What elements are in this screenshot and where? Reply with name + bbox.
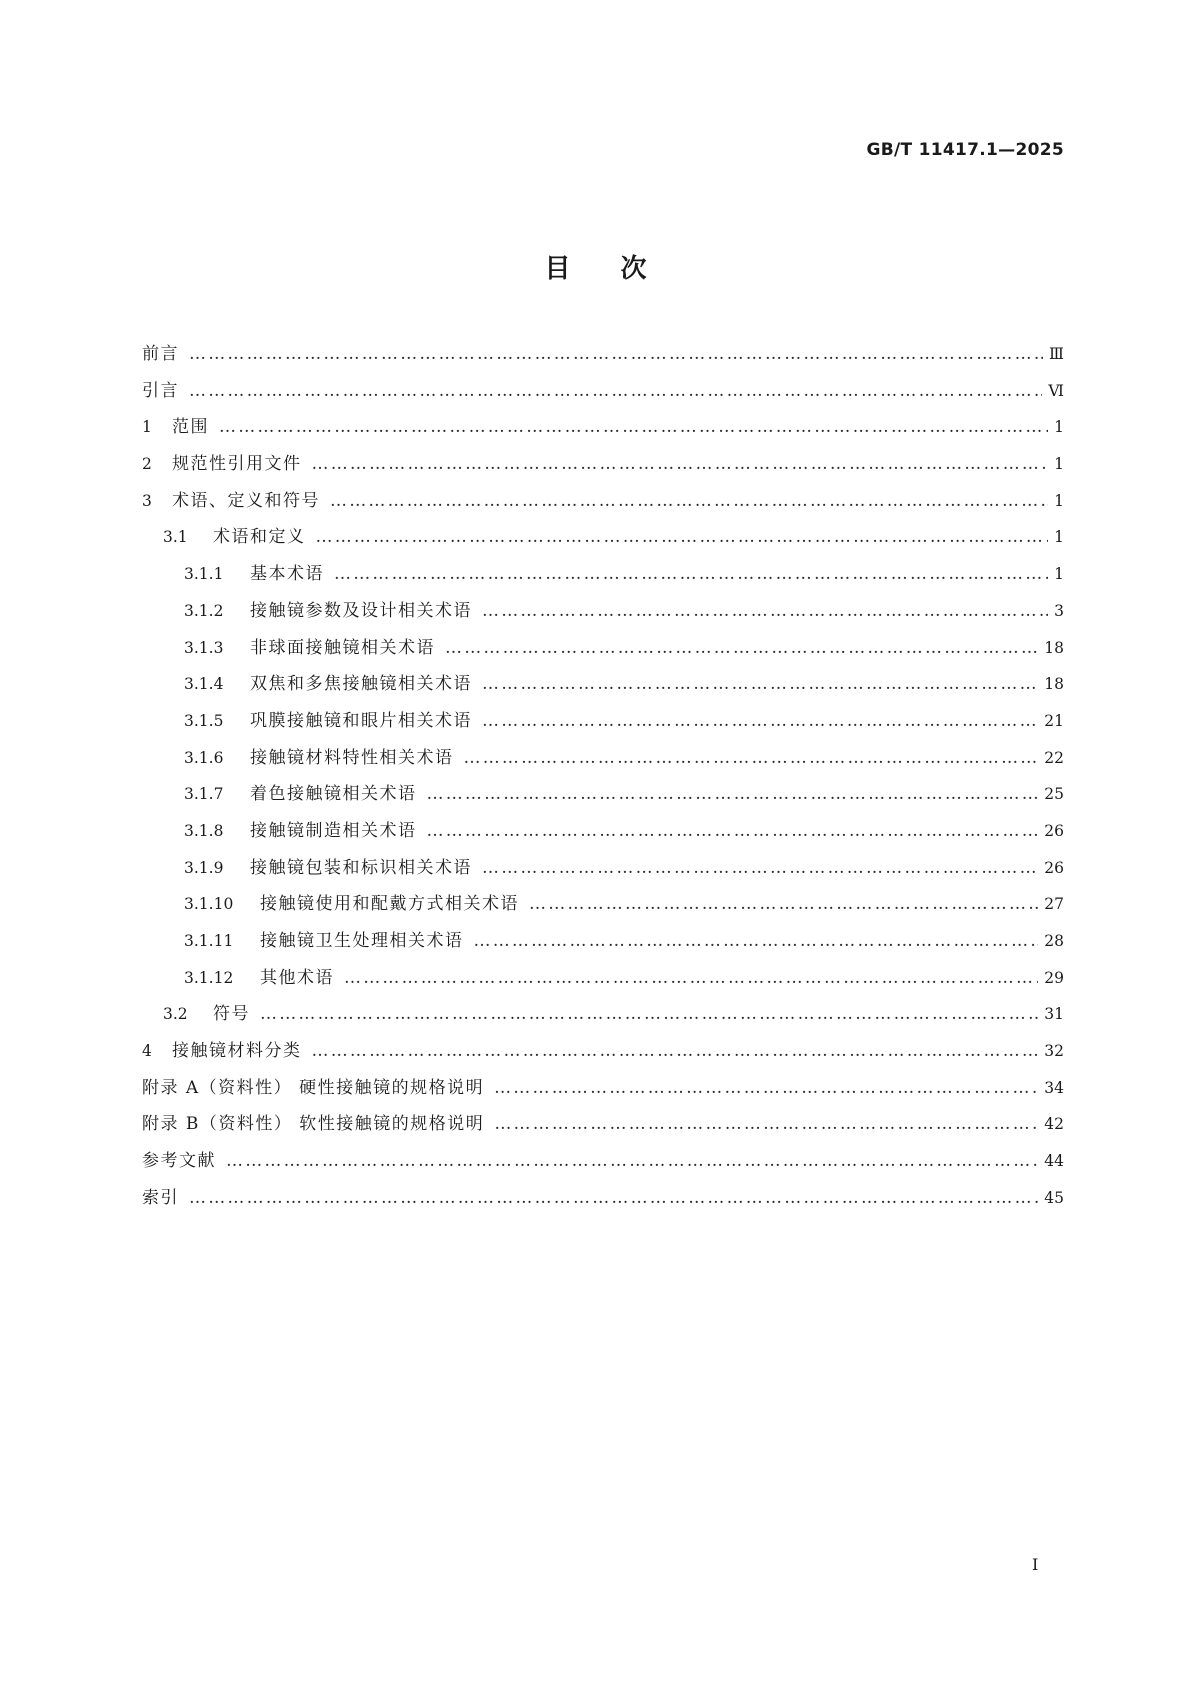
toc-section-number: 3.1.3 [184, 638, 224, 657]
standard-code: GB/T 11417.1—2025 [866, 140, 1064, 160]
toc-entry-label: 接触镜使用和配戴方式相关术语 [260, 894, 519, 915]
toc-page-number: 32 [1044, 1042, 1064, 1061]
toc-entry-label: 索引 [142, 1187, 179, 1208]
toc-page-number: 1 [1054, 418, 1064, 437]
page-title: 目次 [544, 254, 697, 284]
dot-leader [529, 894, 1038, 914]
dot-leader [482, 674, 1038, 694]
toc-entry-3-1-3[interactable] [142, 633, 1064, 670]
dot-leader [344, 968, 1038, 988]
toc-entry-label: 术语和定义 [213, 527, 306, 548]
toc-section-number: 3.1.12 [184, 968, 234, 987]
toc-entry-label: 接触镜材料分类 [172, 1041, 302, 1062]
dot-leader [189, 381, 1042, 401]
toc-page-number: 45 [1044, 1188, 1064, 1207]
dot-leader [464, 748, 1039, 768]
toc-entry-1[interactable] [142, 412, 1064, 449]
toc-page-number: 3 [1054, 601, 1064, 620]
toc-entry-label: 着色接触镜相关术语 [250, 784, 417, 805]
toc-entry-label: 术语、定义和符号 [172, 490, 320, 511]
toc-entry-label: 非球面接触镜相关术语 [250, 637, 435, 658]
toc-entry-3-1-12[interactable] [142, 963, 1064, 1000]
toc-entry-3-1-5[interactable] [142, 706, 1064, 743]
dot-leader [189, 344, 1043, 364]
toc-section-number: 3 [142, 491, 152, 510]
dot-leader [427, 784, 1039, 804]
toc-entry-label: 接触镜卫生处理相关术语 [260, 931, 464, 951]
toc-page-number: 29 [1044, 968, 1064, 987]
dot-leader [494, 1114, 1038, 1134]
toc-entry-label: 其他术语 [260, 967, 334, 988]
dot-leader [312, 454, 1049, 474]
toc-section-number: 3.1.1 [184, 565, 224, 584]
toc-entry-bibliography[interactable] [142, 1146, 1064, 1183]
dot-leader [189, 1188, 1038, 1208]
toc-entry-annex-b[interactable] [142, 1109, 1064, 1146]
toc-entry-3-1-11[interactable] [142, 926, 1064, 963]
dot-leader [316, 527, 1049, 547]
toc-section-number: 3.1.8 [184, 821, 224, 840]
dot-leader [334, 564, 1048, 584]
toc-page-number: 28 [1044, 932, 1064, 950]
toc-page-number: 18 [1044, 675, 1064, 694]
toc-page-number: 1 [1054, 565, 1064, 584]
toc-entry-3-1-8[interactable] [142, 816, 1064, 853]
toc-page-number: 1 [1054, 455, 1064, 474]
toc-entry-3-1-10[interactable] [142, 889, 1064, 926]
toc-section-number: 3.1.4 [184, 675, 224, 694]
toc-section-number: 3.1.7 [184, 785, 224, 804]
toc-entry-label: 巩膜接触镜和眼片相关术语 [250, 710, 472, 731]
toc-page-number: 1 [1054, 528, 1064, 547]
toc-entry-3-1-4[interactable] [142, 669, 1064, 706]
toc-section-number: 3.1.6 [184, 748, 224, 767]
toc-entry-3-1-2[interactable] [142, 596, 1064, 633]
toc-page-number: 18 [1044, 638, 1064, 657]
toc-entry-label: 附录 B（资料性） 软性接触镜的规格说明 [142, 1114, 485, 1135]
toc-entry-label: 接触镜材料特性相关术语 [250, 747, 454, 768]
toc-entry-label: 接触镜包装和标识相关术语 [250, 857, 472, 878]
toc-page-number: Ⅲ [1049, 345, 1064, 363]
toc-page-number: 22 [1044, 748, 1064, 767]
toc-section-number: 1 [142, 418, 152, 437]
toc-entry-3-1-6[interactable] [142, 743, 1064, 780]
toc-page-number: 44 [1044, 1152, 1064, 1171]
toc-entry-label: 参考文献 [142, 1151, 216, 1172]
dot-leader [474, 931, 1039, 951]
toc-entry-label: 范围 [172, 417, 209, 438]
toc-entry-label: 附录 A（资料性） 硬性接触镜的规格说明 [142, 1077, 485, 1098]
dot-leader [482, 711, 1038, 731]
toc-section-number: 3.1.11 [184, 932, 234, 950]
toc-section-number: 3.2 [163, 1005, 188, 1024]
dot-leader [330, 491, 1048, 511]
toc-page-number: 1 [1054, 491, 1064, 510]
toc-entry-label: 双焦和多焦接触镜相关术语 [250, 674, 472, 695]
toc-section-number: 3.1.2 [184, 601, 224, 620]
toc-entry-annex-a[interactable] [142, 1073, 1064, 1110]
toc-entry-label: 符号 [213, 1004, 250, 1025]
toc-entry-introduction[interactable] [142, 376, 1064, 413]
toc-section-number: 3.1.5 [184, 711, 224, 730]
toc-entry-index[interactable] [142, 1183, 1064, 1220]
toc-entry-3[interactable] [142, 486, 1064, 523]
dot-leader [226, 1151, 1038, 1171]
toc-page-number: 21 [1044, 711, 1064, 730]
dot-leader [219, 417, 1048, 437]
toc-entry-label: 接触镜参数及设计相关术语 [250, 600, 472, 621]
dot-leader [260, 1004, 1038, 1024]
toc-page-number: 31 [1044, 1005, 1064, 1024]
page-number: I [1032, 1555, 1039, 1574]
toc-page-number: 34 [1044, 1078, 1064, 1097]
toc-section-number: 4 [142, 1042, 152, 1061]
toc-entry-label: 前言 [142, 344, 179, 364]
toc-entry-3-1-9[interactable] [142, 853, 1064, 890]
dot-leader [445, 638, 1038, 658]
toc-page-number: 26 [1044, 821, 1064, 840]
toc-entry-label: 接触镜制造相关术语 [250, 820, 417, 841]
toc-page-number: Ⅵ [1048, 381, 1064, 400]
toc-entry-label: 规范性引用文件 [172, 454, 302, 475]
toc-page-number: 27 [1044, 895, 1064, 914]
toc-section-number: 2 [142, 455, 152, 474]
toc-section-number: 3.1.10 [184, 895, 234, 914]
toc-entry-2[interactable] [142, 449, 1064, 486]
dot-leader [482, 601, 1048, 621]
dot-leader [427, 821, 1039, 841]
dot-leader [494, 1078, 1038, 1098]
toc-entry-4[interactable] [142, 1036, 1064, 1073]
table-of-contents [142, 339, 1064, 1220]
toc-entry-label: 引言 [142, 380, 179, 401]
toc-section-number: 3.1 [163, 528, 188, 547]
toc-page-number: 26 [1044, 858, 1064, 877]
dot-leader [482, 858, 1038, 878]
dot-leader [312, 1041, 1039, 1061]
toc-entry-label: 基本术语 [250, 564, 324, 585]
toc-entry-3-1[interactable] [142, 522, 1064, 559]
toc-section-number: 3.1.9 [184, 858, 224, 877]
toc-entry-3-1-7[interactable] [142, 779, 1064, 816]
toc-page-number: 25 [1044, 785, 1064, 804]
toc-entry-3-2[interactable] [142, 999, 1064, 1036]
toc-entry-3-1-1[interactable] [142, 559, 1064, 596]
toc-entry-foreword[interactable] [142, 339, 1064, 376]
toc-page-number: 42 [1044, 1115, 1064, 1134]
